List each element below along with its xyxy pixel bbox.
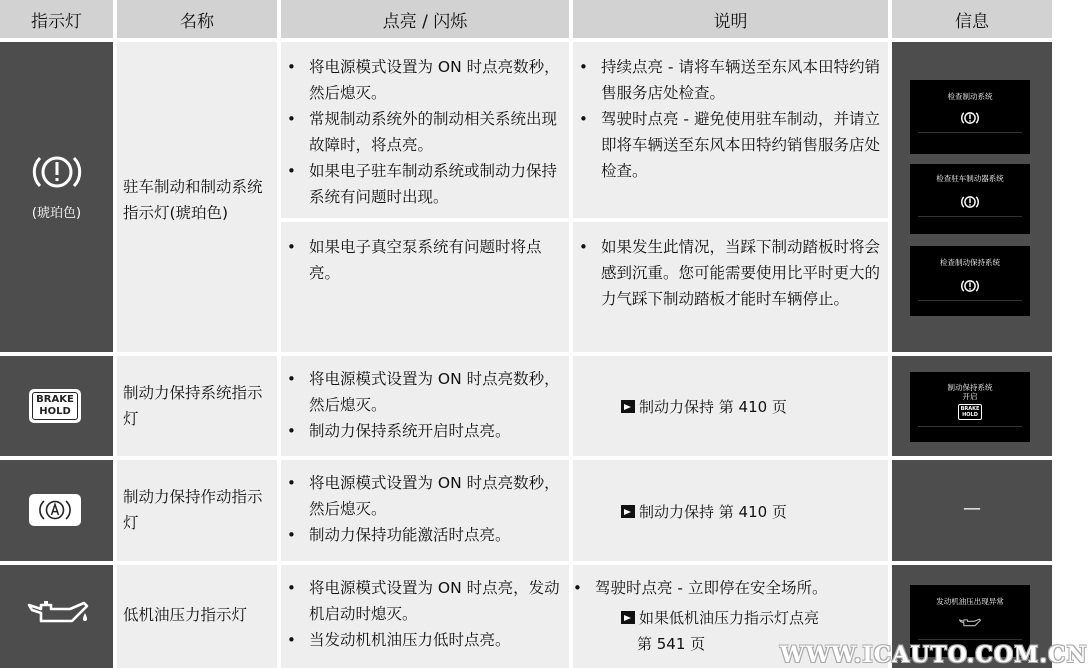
row1a-desc-list	[573, 54, 883, 184]
list-item: • 将电源模式设置为 ON 时点亮，发动机启动时熄灭。	[281, 575, 567, 627]
watermark: WWW.ICAUTO.COM.CN	[780, 642, 1088, 668]
page-reference-link[interactable]	[621, 501, 787, 522]
list-item: • 将电源模式设置为 ON 时点亮数秒，然后熄灭。	[281, 54, 567, 106]
row3-desc-cell	[573, 460, 888, 561]
row1b-desc-cell	[573, 222, 888, 352]
row3-name: 制动力保持作动指示灯	[123, 488, 263, 532]
message-screen	[910, 164, 1030, 234]
row2-desc-cell	[573, 356, 888, 456]
row2-info-cell	[892, 356, 1052, 456]
row3-info-cell	[892, 460, 1052, 561]
row1a-light-list	[281, 54, 567, 210]
list-item: • 如果电子驻车制动系统或制动力保持系统有问题时出现。	[281, 158, 567, 210]
row4-indicator-cell	[0, 565, 113, 668]
brake-system-icon	[960, 278, 980, 294]
row1b-light-list	[281, 234, 567, 286]
row4-desc-list	[567, 575, 885, 601]
row3-name-cell	[117, 460, 277, 561]
header-description: 说明	[573, 0, 888, 38]
divider	[918, 426, 1022, 427]
row2-light-list	[281, 366, 567, 444]
row1a-desc-cell	[573, 42, 888, 218]
brake-hold-icon	[958, 404, 982, 420]
row1a-light-cell	[281, 42, 569, 218]
header-name: 名称	[117, 0, 277, 38]
reference-page: 第 541 页	[637, 635, 706, 653]
row4-light-list	[281, 575, 567, 653]
list-item: • 当发动机机油压力低时点亮。	[281, 627, 567, 653]
message-text: 检查驻车制动器系统	[936, 174, 1004, 183]
message-screen	[910, 372, 1030, 442]
divider	[918, 300, 1022, 301]
brake-hold-active-icon	[29, 494, 81, 526]
icon-color-label: (琥珀色)	[31, 206, 82, 221]
oil-pressure-icon	[26, 597, 90, 633]
message-text: 检查制动保持系统	[940, 258, 1000, 267]
brake-system-icon	[960, 110, 980, 126]
message-text: 检查制动系统	[947, 92, 993, 101]
divider	[918, 639, 1022, 640]
row2-name-cell	[117, 356, 277, 456]
row1-name: 驻车制动和制动系统指示灯(琥珀色)	[123, 178, 263, 222]
brake-hold-icon	[29, 389, 81, 423]
message-screen	[910, 246, 1030, 316]
row1-info-cell	[892, 42, 1052, 352]
list-item: • 驾驶时点亮 - 立即停在安全场所。	[567, 575, 885, 601]
list-item: • 如果发生此情况，当踩下制动踏板时将会感到沉重。您可能需要使用比平时更大的力气踩下制动踏板才能时车辆停止。	[573, 234, 883, 312]
message-text: 发动机油压出现异常	[936, 597, 1004, 606]
row2-name: 制动力保持系统指示灯	[123, 384, 263, 428]
row4-name: 低机油压力指示灯	[123, 606, 248, 624]
row1b-light-cell	[281, 222, 569, 352]
message-text: 开启	[962, 392, 978, 401]
row4-light-cell	[281, 565, 569, 668]
header-light: 点亮 / 闪烁	[281, 0, 569, 38]
list-item: • 如果电子真空泵系统有问题时将点亮。	[281, 234, 567, 286]
list-item: • 制动力保持系统开启时点亮。	[281, 418, 567, 444]
brake-hold-icon-text: BRAKE	[36, 394, 74, 405]
row2-light-cell	[281, 356, 569, 456]
brake-hold-icon-text: HOLD	[39, 406, 71, 417]
brake-hold-icon-text: HOLD	[962, 412, 978, 418]
row3-light-list	[281, 470, 567, 548]
row4-name-cell	[117, 565, 277, 668]
message-text: 制动保持系统	[947, 383, 993, 392]
reference-text: 如果低机油压力指示灯点亮	[639, 609, 820, 627]
row3-indicator-cell	[0, 460, 113, 561]
list-item: • 驾驶时点亮 - 避免使用驻车制动，并请立即将车辆送至东风本田特约销售服务店处检查。	[573, 106, 883, 184]
row1b-desc-list	[573, 234, 883, 312]
page-reference-link[interactable]	[621, 396, 787, 417]
page-reference-link[interactable]	[621, 607, 819, 628]
list-item: • 持续点亮 - 请将车辆送至东风本田特约销售服务店处检查。	[573, 54, 883, 106]
brake-hold-icon-text: BRAKE	[960, 406, 980, 412]
arrow-right-icon	[621, 611, 635, 624]
divider	[918, 216, 1022, 217]
message-screen	[910, 80, 1030, 154]
brake-system-icon	[960, 194, 980, 210]
arrow-right-icon	[621, 505, 635, 518]
arrow-right-icon	[621, 400, 635, 413]
list-item: • 常规制动系统外的制动相关系统出现故障时，将点亮。	[281, 106, 567, 158]
brake-system-icon	[31, 150, 83, 194]
row2-indicator-cell	[0, 356, 113, 456]
list-item: • 将电源模式设置为 ON 时点亮数秒，然后熄灭。	[281, 470, 567, 522]
divider	[918, 132, 1022, 133]
reference-text: 制动力保持 第 410 页	[639, 398, 787, 416]
row1-name-cell	[117, 42, 277, 352]
header-indicator: 指示灯	[0, 0, 113, 38]
row1-indicator-cell	[0, 42, 113, 352]
list-item: • 将电源模式设置为 ON 时点亮数秒，然后熄灭。	[281, 366, 567, 418]
list-item: • 制动力保持功能激活时点亮。	[281, 522, 567, 548]
reference-text: 制动力保持 第 410 页	[639, 503, 787, 521]
oil-pressure-icon	[958, 617, 982, 630]
row3-light-cell	[281, 460, 569, 561]
no-info-dash: —	[963, 498, 981, 519]
header-info: 信息	[892, 0, 1052, 38]
